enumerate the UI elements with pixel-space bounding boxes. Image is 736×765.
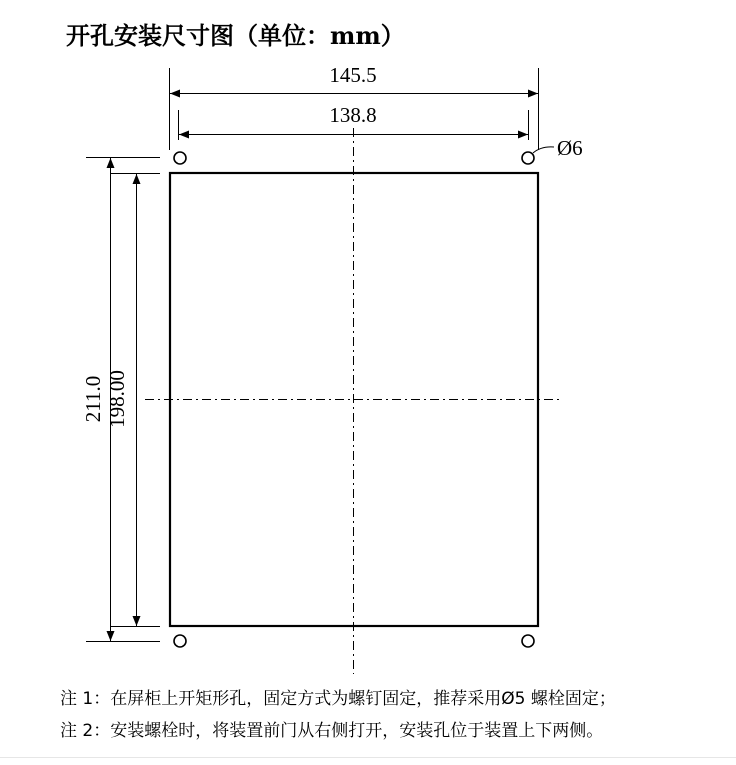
note-1: 注 1：在屏柜上开矩形孔，固定方式为螺钉固定，推荐采用Ø5 螺栓固定； <box>60 689 616 709</box>
inner-width-label: 138.8 <box>329 103 377 127</box>
hole-diameter-label: Ø6 <box>557 136 583 160</box>
diagram-title: 开孔安装尺寸图（单位：mm） <box>66 21 405 50</box>
bottom-divider <box>0 757 736 758</box>
outer-height-label: 211.0 <box>81 375 105 423</box>
hole-diameter-leader <box>533 147 554 153</box>
note-2: 注 2：安装螺栓时，将装置前门从右侧打开，安装孔位于装置上下两侧。 <box>60 721 604 741</box>
mounting-hole-top-right <box>522 152 534 164</box>
mounting-hole-top-left <box>174 152 186 164</box>
mounting-hole-bottom-right <box>522 635 534 647</box>
inner-height-label: 198.00 <box>105 370 129 428</box>
outer-width-label: 145.5 <box>329 63 377 87</box>
mounting-hole-bottom-left <box>174 635 186 647</box>
